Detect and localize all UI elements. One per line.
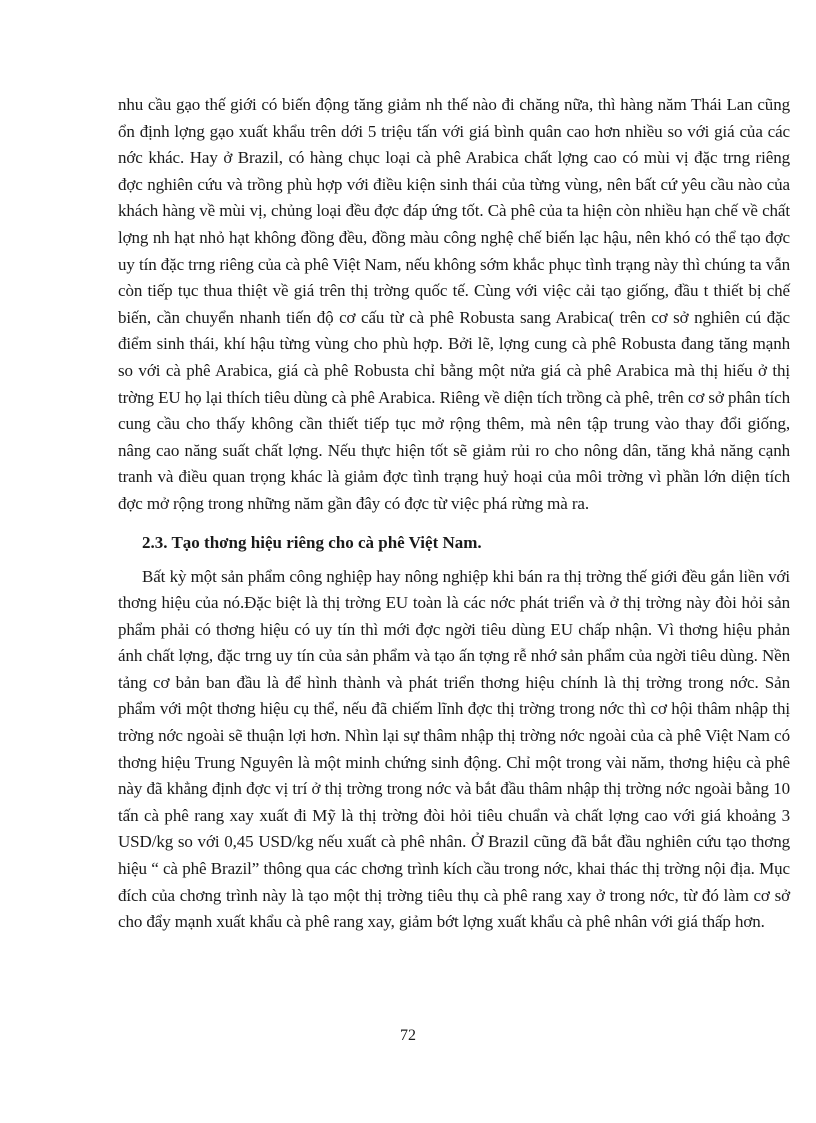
body-paragraph: nhu cầu gạo thế giới có biến động tăng giảm nh thế nào đi chăng nữa, thì hàng năm Thái Lan cũng ổn định lợng gạo xuất khẩu trên dới 5 triệu tấn với giá bình quân cao hơn nhiều so với giá của các nớc khác. Hay ở Brazil, có hàng chục loại cà phê Arabica chất lợng cao có mùi vị đặc trng riêng đợc nghiên cứu và trồng phù hợp với điều kiện sinh thái của từng vùng, nên bất cứ yêu cầu nào của khách hàng về mùi vị, chủng loại đều đợc đáp ứng tốt. Cà phê của ta hiện còn nhiều hạn chế về chất lợng nh hạt nhỏ hạt không đồng đều, đồng màu công nghệ chế biến lạc hậu, nên khó có thể tạo đợc uy tín đặc trng riêng của cà phê Việt Nam, nếu không sớm khắc phục tình trạng này thì chúng ta vẫn còn tiếp tục thua thiệt về giá trên thị trờng quốc tế. Cùng với việc cải tạo giống, đầu t thiết bị chế biến, cần chuyển nhanh tiến độ cơ cấu từ cà phê Robusta sang Arabica( trên cơ sở nghiên cú đặc điểm sinh thái, khí hậu từng vùng cho phù hợp. Bởi lẽ, lợng cung cà phê Robusta đang tăng mạnh so với cà phê Arabica, giá cà phê Robusta chỉ bằng một nửa giá cà phê Arabica mà thị hiếu ở thị trờng EU họ lại thích tiêu dùng cà phê Arabica. Riêng về diện tích trồng cà phê, trên cơ sở phân tích cung cầu cho thấy không cần thiết tiếp tục mở rộng thêm, mà nên tập trung vào thay đổi giống, nâng cao năng suất chất lợng. Nếu thực hiện tốt sẽ giảm rủi ro cho nông dân, tăng khả năng cạnh tranh và điều quan trọng khác là giảm đợc tình trạng huỷ hoại của môi trờng vì phần lớn diện tích đợc mở rộng trong những năm gần đây có đợc từ việc phá rừng mà ra.: [118, 95, 791, 513]
section-heading: 2.3. Tạo thơng hiệu riêng cho cà phê Việt Nam.: [142, 532, 482, 552]
document-page: [118, 92, 790, 936]
body-paragraph: Bất kỳ một sản phẩm công nghiệp hay nông nghiệp khi bán ra thị trờng thế giới đều gắn liền với thơng hiệu của nó.Đặc biệt là thị trờng EU toàn là các nớc phát triển và ở thị trờng này đòi hỏi sản phẩm phải có thơng hiệu có uy tín thì mới đợc ngời tiêu dùng EU chấp nhận. Vì thơng hiệu phản ánh chất lợng, đặc trng uy tín của sản phẩm và tạo ấn tợng rễ nhớ sản phẩm của ngời tiêu dùng. Nền tảng cơ bản ban đầu là để hình thành và phát triển thơng hiệu chính là thị trờng trong nớc. Sản phẩm với một thơng hiệu cụ thể, nếu đã chiếm lĩnh đợc thị trờng trong nớc thì cơ hội thâm nhập thị trờng nớc ngoài sẽ thuận lợi hơn. Nhìn lại sự thâm nhập thị trờng nớc ngoài của cà phê Việt Nam có thơng hiệu Trung Nguyên là một minh chứng sinh động. Chỉ một trong vài năm, thơng hiệu cà phê này đã khẳng định đợc vị trí ở thị trờng trong nớc và bắt đầu thâm nhập thị trờng nớc ngoài bằng 10 tấn cà phê rang xay xuất đi Mỹ là thị trờng đòi hỏi tiêu chuẩn và chất lợng cao với giá khoảng 3 USD/kg so với 0,45 USD/kg nếu xuất cà phê nhân. Ở Brazil cũng đã bắt đầu nghiên cứu tạo thơng hiệu “ cà phê Brazil” thông qua các chơng trình kích cầu trong nớc, khai thác thị trờng nội địa. Mục đích của chơng trình này là tạo một thị trờng tiêu thụ cà phê rang xay ở trong nớc, từ đó làm cơ sở cho đẩy mạnh xuất khẩu cà phê rang xay, giảm bớt lợng xuất khẩu cà phê nhân với giá thấp hơn.: [118, 566, 790, 932]
page-number: 72: [400, 1027, 416, 1044]
